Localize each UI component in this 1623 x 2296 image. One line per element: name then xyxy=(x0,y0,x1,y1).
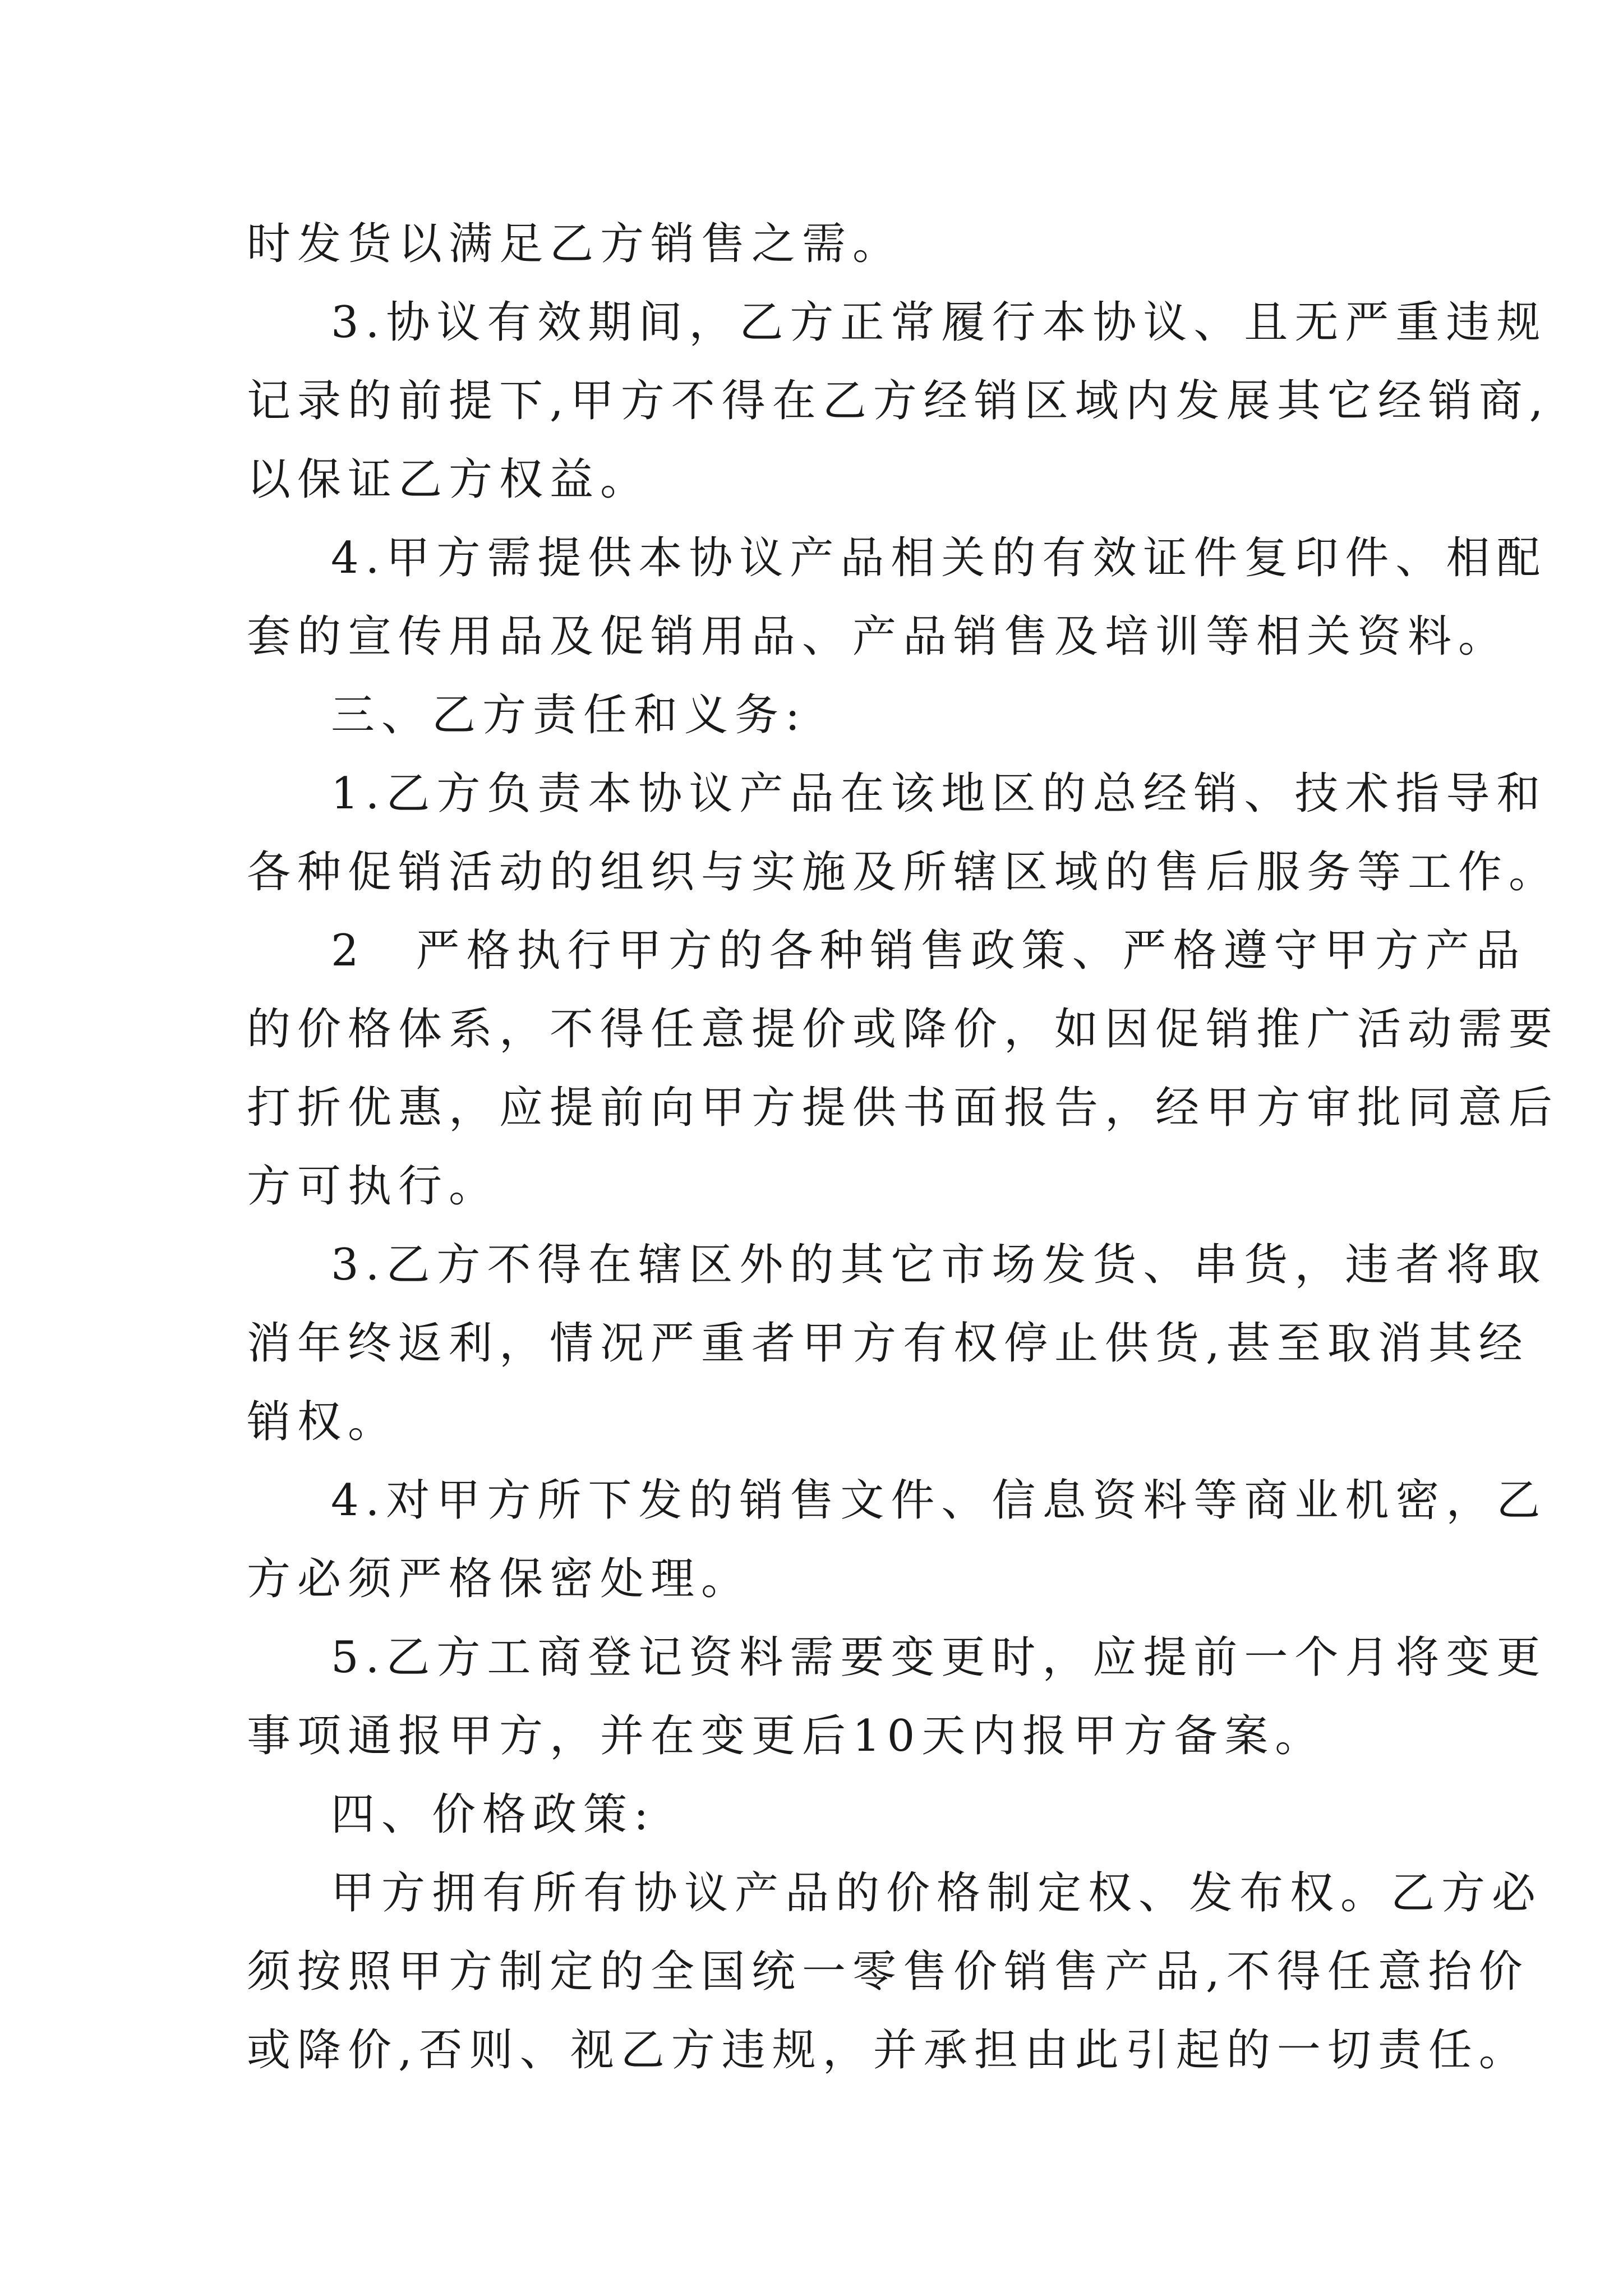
text-line: 1.乙方负责本协议产品在该地区的总经销、技术指导和 xyxy=(331,769,1547,819)
text-line: 销权。 xyxy=(247,1397,399,1447)
text-line: 消年终返利，情况严重者甲方有权停止供货,甚至取消其经 xyxy=(247,1318,1529,1369)
text-line: 记录的前提下,甲方不得在乙方经销区域内发展其它经销商, xyxy=(247,376,1550,426)
text-line: 三、乙方责任和义务: xyxy=(331,690,807,740)
text-line: 或降价,否则、视乙方违规，并承担由此引起的一切责任。 xyxy=(247,2025,1529,2076)
text-line: 4.对甲方所下发的销售文件、信息资料等商业机密，乙 xyxy=(331,1475,1547,1526)
text-line: 各种促销活动的组织与实施及所辖区域的售后服务等工作。 xyxy=(247,847,1560,898)
text-line: 方必须严格保密处理。 xyxy=(247,1554,752,1604)
text-line: 甲方拥有所有协议产品的价格制定权、发布权。乙方必 xyxy=(331,1868,1543,1918)
text-line: 2 严格执行甲方的各种销售政策、严格遵守甲方产品 xyxy=(331,926,1527,976)
text-line: 3.乙方不得在辖区外的其它市场发货、串货，违者将取 xyxy=(331,1240,1547,1290)
text-line: 时发货以满足乙方销售之需。 xyxy=(247,219,903,269)
text-line: 3.协议有效期间，乙方正常履行本协议、且无严重违规 xyxy=(331,297,1547,348)
text-line: 须按照甲方制定的全国统一零售价销售产品,不得任意抬价 xyxy=(247,1947,1529,1997)
text-line: 4.甲方需提供本协议产品相关的有效证件复印件、相配 xyxy=(331,533,1547,583)
text-line: 5.乙方工商登记资料需要变更时，应提前一个月将变更 xyxy=(331,1632,1547,1683)
text-line: 套的宣传用品及促销用品、产品销售及培训等相关资料。 xyxy=(247,611,1509,662)
text-line: 方可执行。 xyxy=(247,1161,500,1212)
text-line: 事项通报甲方，并在变更后10天内报甲方备案。 xyxy=(247,1711,1326,1761)
document-body xyxy=(247,205,1560,2090)
text-line: 以保证乙方权益。 xyxy=(247,454,651,505)
text-line: 四、价格政策: xyxy=(331,1789,656,1840)
text-line: 的价格体系，不得任意提价或降价，如因促销推广活动需要 xyxy=(247,1004,1560,1055)
text-line: 打折优惠，应提前向甲方提供书面报告，经甲方审批同意后 xyxy=(247,1083,1560,1133)
